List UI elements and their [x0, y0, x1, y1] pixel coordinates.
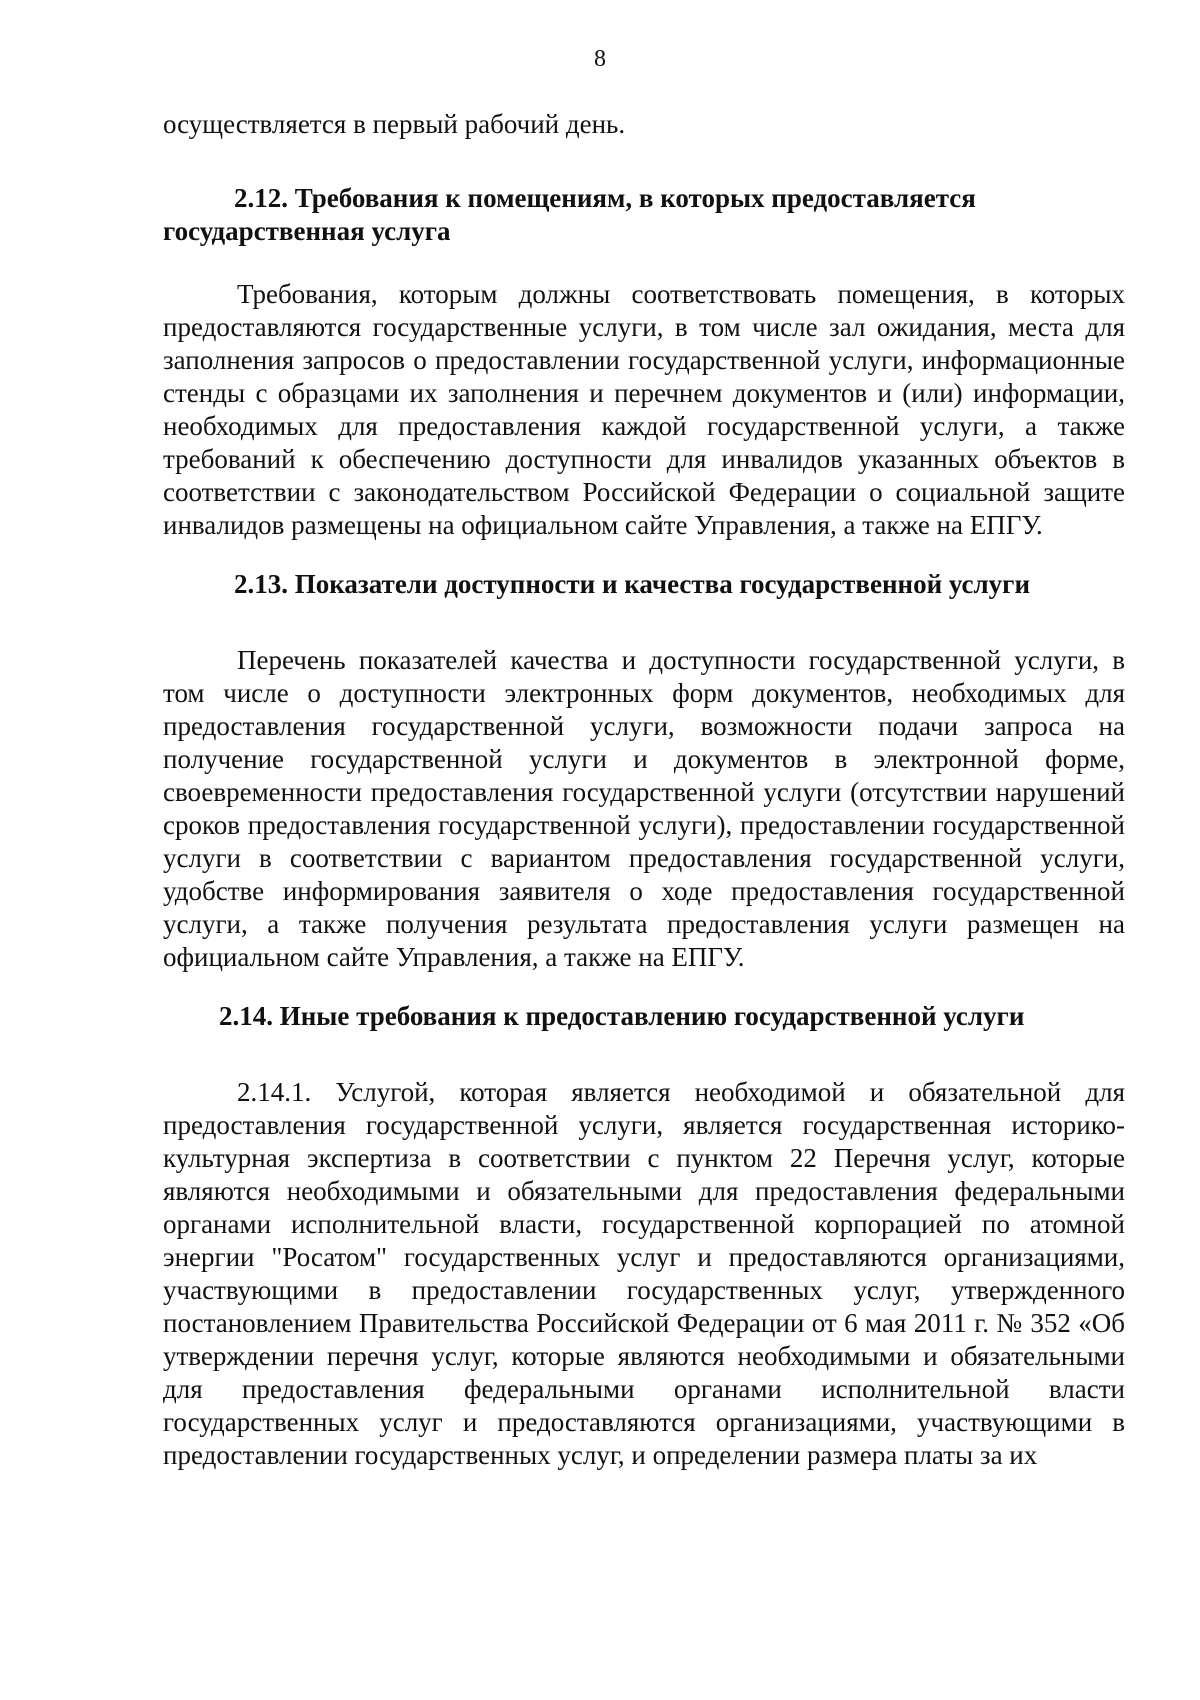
section-heading-2-13: 2.13. Показатели доступности и качества государственной услуги [234, 569, 1030, 599]
section-text-2-14-1: 2.14.1. Услугой, которая является необходимой и обязательной для предоставления государственной услуги, является государственная историко-культурная экспертиза в соответствии с пунктом 22 Перечня услуг, которые являются необходимыми и обязательными для предоставления федеральными органами исполнительной власти, государственной корпорацией по атомной энергии "Росатом" государственных услуг и предоставляются организациями, участвующими в предоставлении государственных услуг, утвержденного постановлением Правительства Российской Федерации от 6 мая 2011 г. № 352 «Об утверждении перечня услуг, которые являются необходимыми и обязательными для предоставления федеральными органами исполнительной власти государственных услуг и предоставляются организациями, участвующими в предоставлении государственных услуг, и определении размера платы за их [163, 1077, 1125, 1470]
intro-line: осуществляется в первый рабочий день. [163, 109, 626, 139]
section-heading-2-12: 2.12. Требования к помещениям, в которых предоставляется государственная услуга [163, 183, 976, 246]
section-text-2-13: Перечень показателей качества и доступности государственной услуги, в том числе о доступности электронных форм документов, необходимых для предоставления государственной услуги, возможности подачи запроса на получение государственной услуги и документов в электронной форме, своевременности предоставления государственной услуги (отсутствии нарушений сроков предоставления государственной услуги), предоставлении государственной услуги в соответствии с вариантом предоставления государственной услуги, удобстве информирования заявителя о ходе предоставления государственной услуги, а также получения результата предоставления услуги размещен на официальном сайте Управления, а также на ЕПГУ. [163, 645, 1125, 972]
page-content [163, 108, 1125, 1472]
section-text-2-12: Требования, которым должны соответствовать помещения, в которых предоставляются государственные услуги, в том числе зал ожидания, места для заполнения запросов о предоставлении государственной услуги, информационные стенды с образцами их заполнения и перечнем документов и (или) информации, необходимых для предоставления каждой государственной услуги, а также требований к обеспечению доступности для инвалидов указанных объектов в соответствии с законодательством Российской Федерации о социальной защите инвалидов размещены на официальном сайте Управления, а также на ЕПГУ. [163, 279, 1125, 540]
page-number: 8 [594, 46, 606, 72]
section-heading-2-14: 2.14. Иные требования к предоставлению государственной услуги [219, 1001, 1025, 1031]
